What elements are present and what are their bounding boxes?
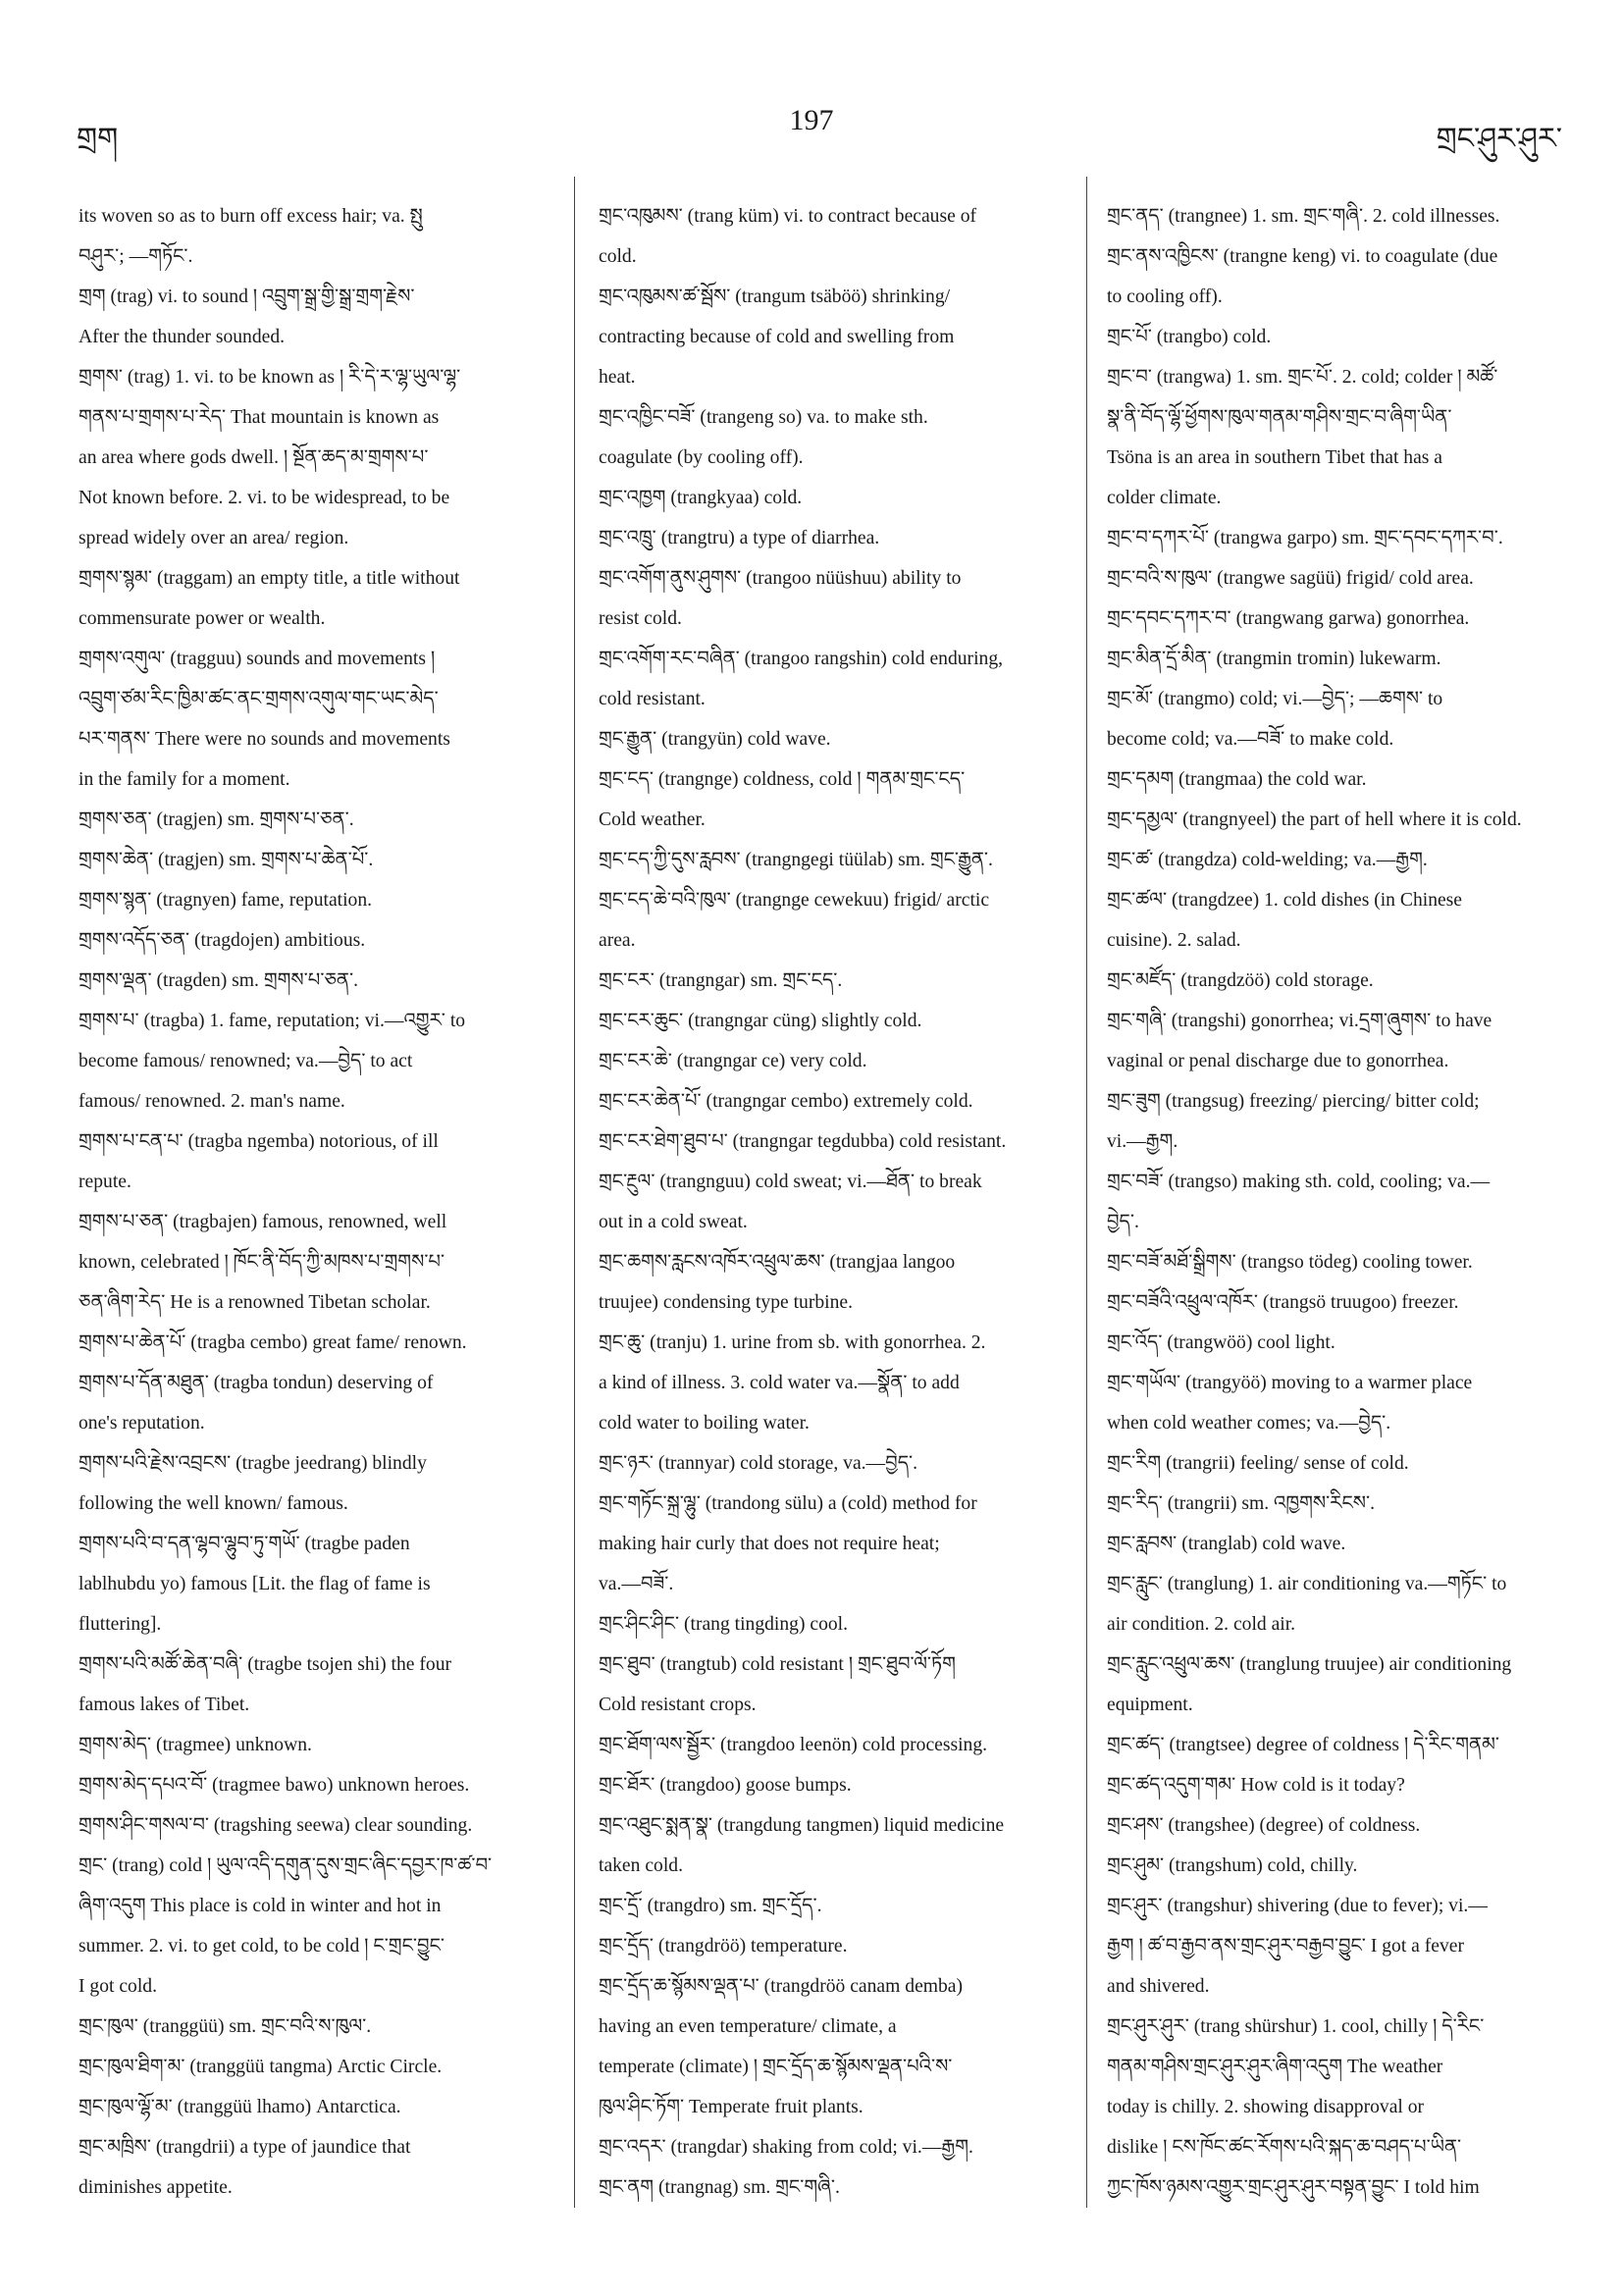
entry-line: གྲང་ནག (trangnag) sm. གྲང་གཞི་. <box>599 2177 840 2198</box>
entry-line: གྲང་ཐོར་ (trangdoo) goose bumps. <box>599 1775 852 1796</box>
dictionary-entry <box>599 478 1070 518</box>
entry-line: གྲང་འཁུམས་ (trang küm) vi. to contract because of <box>599 206 977 227</box>
dictionary-entry <box>79 1805 561 1846</box>
entry-line: Not known before. 2. vi. to be widespread, to be <box>79 488 450 508</box>
entry-line: summer. 2. vi. to get cold, to be cold ། ང་གྲང་བྱུང་ <box>79 1936 445 1957</box>
dictionary-entry <box>1107 800 1586 840</box>
dictionary-entry <box>79 1001 561 1122</box>
entry-line: and shivered. <box>1107 1976 1210 1997</box>
dictionary-entry <box>599 1001 1070 1041</box>
entry-line: གྲང་རིག (trangrii) feeling/ sense of cold. <box>1107 1453 1409 1474</box>
entry-line: གྲགས་པའི་མཚོ་ཆེན་བཞི་ (tragbe tsojen shi) the four <box>79 1654 452 1675</box>
dictionary-entry <box>599 1886 1070 1926</box>
entry-line: its woven so as to burn off excess hair; va. སྤུ <box>79 206 423 227</box>
dictionary-entry <box>79 920 561 961</box>
running-header-left: གྲག <box>77 123 119 155</box>
entry-line: ཅན་ཞིག་རེད་ He is a renowned Tibetan scholar. <box>79 1292 431 1313</box>
dictionary-entry <box>1107 1242 1586 1282</box>
entry-line: གྲང་བ་དཀར་པོ་ (trangwa garpo) sm. གྲང་དབང་དཀར་བ་. <box>1107 528 1503 548</box>
dictionary-entry <box>1107 1443 1586 1484</box>
dictionary-entry <box>79 1202 561 1323</box>
dictionary-entry <box>599 1725 1070 1765</box>
entry-line: གྲང་རླུང་ (tranglung) 1. air conditioning va.—གཏོང་ to <box>1107 1574 1507 1594</box>
dictionary-entry <box>79 2007 561 2047</box>
dictionary-entry <box>599 1966 1070 2127</box>
entry-line: གྲང་རིད་ (trangrii) sm. འཁྱགས་རིངས་. <box>1107 1493 1376 1514</box>
running-header-right: གྲང་ཤུར་ཤུར་ <box>1436 123 1562 155</box>
entry-line: གྲང་ངར་ཆེན་པོ་ (trangngar cembo) extremely cold. <box>599 1091 973 1112</box>
dictionary-entry <box>599 1644 1070 1725</box>
entry-line: གྲང་བ་ (trangwa) 1. sm. གྲང་པོ་. 2. cold; colder ། མཚོ་ <box>1107 367 1498 388</box>
dictionary-entry <box>1107 196 1586 236</box>
dictionary-entry <box>599 1604 1070 1644</box>
entry-line: གྲང་ཤུར་ཤུར་ (trang shürshur) 1. cool, chilly ། དེ་རིང་ <box>1107 2016 1485 2037</box>
dictionary-entry <box>599 2127 1070 2167</box>
dictionary-entry <box>599 277 1070 397</box>
entry-line: famous lakes of Tibet. <box>79 1695 250 1715</box>
dictionary-entry <box>79 1644 561 1725</box>
dictionary-entry <box>79 1323 561 1363</box>
entry-line: cold resistant. <box>599 689 706 709</box>
entry-line: གྲང་དམྱལ་ (trangnyeel) the part of hell where it is cold. <box>1107 809 1522 830</box>
entry-line: གྲང་དབང་དཀར་བ་ (trangwang garwa) gonorrhea. <box>1107 608 1470 629</box>
entry-line: གྲང་མོ་ (trangmo) cold; vi.—བྱེད་; —ཆགས་ to <box>1107 689 1443 709</box>
dictionary-entry <box>599 840 1070 880</box>
entry-line: a kind of illness. 3. cold water va.—སྣོན་ to add <box>599 1373 960 1393</box>
dictionary-entry <box>1107 1484 1586 1524</box>
entry-line: dislike ། ངས་ཁོང་ཚང་རོགས་པའི་སྐད་ཆ་བཤད་པ་ཡིན་ <box>1107 2137 1462 2158</box>
dictionary-entry <box>599 518 1070 558</box>
entry-line: གྲང་ནད་ (trangnee) 1. sm. གྲང་གཞི་. 2. cold illnesses. <box>1107 206 1500 227</box>
dictionary-entry <box>599 2167 1070 2208</box>
entry-line: coagulate (by cooling off). <box>599 447 804 468</box>
entry-line: cuisine). 2. salad. <box>1107 930 1241 951</box>
entry-line: གྲང་པོ་ (trangbo) cold. <box>1107 327 1272 347</box>
dictionary-entry <box>1107 679 1586 759</box>
dictionary-entry <box>599 1323 1070 1443</box>
entry-line: གྲང་མིན་དྲོ་མིན་ (trangmin tromin) lukewarm. <box>1107 649 1441 669</box>
entry-line: གྲང་འཁྱག (trangkyaa) cold. <box>599 488 803 508</box>
entry-line: གྲགས་པ་ཅན་ (tragbajen) famous, renowned, well <box>79 1212 447 1232</box>
entry-line: གྲང་དམག (trangmaa) the cold war. <box>1107 769 1367 790</box>
entry-line: གྲང་ནས་འཁྱིངས་ (trangne keng) vi. to coagulate (due <box>1107 246 1498 267</box>
entry-line: པར་གནས་ There were no sounds and movements <box>79 729 450 750</box>
dictionary-entry <box>1107 1886 1586 2007</box>
dictionary-entry <box>79 1725 561 1765</box>
dictionary-entry <box>79 558 561 639</box>
dictionary-entry <box>599 1122 1070 1162</box>
entry-line: གྲགས་པའི་རྗེས་འབྲངས་ (tragbe jeedrang) blindly <box>79 1453 427 1474</box>
entry-line: གནས་པ་གྲགས་པ་རེད་ That mountain is known as <box>79 407 440 428</box>
entry-line: གྲང་བཟོ་ (trangso) making sth. cold, cooling; va.— <box>1107 1172 1491 1192</box>
entry-line: གྲང་ཁུལ་ཐིག་མ་ (tranggüü tangma) Arctic Circle. <box>79 2057 443 2077</box>
entry-line: གྲང་གཡོལ་ (trangyöö) moving to a warmer place <box>1107 1373 1473 1393</box>
dictionary-entry <box>1107 1725 1586 1805</box>
dictionary-entry <box>599 719 1070 759</box>
entry-line: གྲང་ངད་ཆེ་བའི་ཁུལ་ (trangnge cewekuu) frigid/ arctic <box>599 890 990 911</box>
entry-line: truujee) condensing type turbine. <box>599 1292 853 1313</box>
dictionary-entry <box>599 1443 1070 1484</box>
entry-line: གྲང་འགོག་རང་བཞིན་ (trangoo rangshin) cold enduring, <box>599 649 1004 669</box>
entry-line: གྲང་ངར་ཐེག་ཐུབ་པ་ (trangngar tegdubba) cold resistant. <box>599 1131 1007 1152</box>
entry-line: གྲང་ཚད་འདུག་གམ་ How cold is it today? <box>1107 1775 1405 1796</box>
entry-line: གྲགས་པའི་བ་དན་ལྷབ་ལྷུབ་ཏུ་གཡོ་ (tragbe paden <box>79 1534 410 1554</box>
column-3 <box>1107 196 1586 2208</box>
entry-line: cold water to boiling water. <box>599 1413 810 1434</box>
entry-line: equipment. <box>1107 1695 1193 1715</box>
entry-line: Tsöna is an area in southern Tibet that has a <box>1107 447 1443 468</box>
entry-line: out in a cold sweat. <box>599 1212 748 1232</box>
entry-line: གྲང་དྲོད་ (trangdröö) temperature. <box>599 1936 848 1957</box>
dictionary-entry <box>1107 961 1586 1001</box>
entry-line: གྲང་འཁྱིང་བཟོ་ (trangeng so) va. to make sth. <box>599 407 928 428</box>
entry-line: commensurate power or wealth. <box>79 608 326 629</box>
entry-line: གྲགས་མེད་དཔའ་བོ་ (tragmee bawo) unknown heroes. <box>79 1775 470 1796</box>
column-1 <box>79 196 561 2208</box>
entry-line: གྲང་མཛོད་ (trangdzöö) cold storage. <box>1107 970 1374 991</box>
entry-line: གྲགས་པ་ཆེན་པོ་ (tragba cembo) great fame/ renown. <box>79 1332 467 1353</box>
entry-line: གྲང་དྲོད་ཆ་སྙོམས་ལྡན་པ་ (trangdröö canam demba) <box>599 1976 964 1997</box>
dictionary-entry <box>79 357 561 558</box>
dictionary-entry <box>599 1162 1070 1242</box>
entry-line: when cold weather comes; va.—བྱེད་. <box>1107 1413 1391 1434</box>
entry-line: གྲང་ (trang) cold ། ཡུལ་འདི་དགུན་དུས་གྲང་ཞིང་དབྱར་ཁ་ཚ་བ་ <box>79 1855 493 1876</box>
dictionary-entry <box>599 880 1070 961</box>
entry-line: following the well known/ famous. <box>79 1493 348 1514</box>
entry-line: གྲང་ཐུབ་ (trangtub) cold resistant ། གྲང་ཐུབ་ལོ་ཏོག <box>599 1654 956 1675</box>
entry-line: གྲགས་སྙན་ (tragnyen) fame, reputation. <box>79 890 373 911</box>
entry-line: Cold weather. <box>599 809 706 830</box>
dictionary-entry <box>599 961 1070 1001</box>
entry-line: སྣ་ནི་བོད་ལྷོ་ཕྱོགས་ཁུལ་གནམ་གཤིས་གྲང་བ་ཞིག་ཡིན་ <box>1107 407 1452 428</box>
dictionary-entry <box>1107 1644 1586 1725</box>
entry-line: བཤུར་; —གཏོང་. <box>79 246 193 267</box>
entry-line: vi.—རྒྱག. <box>1107 1131 1178 1152</box>
entry-line: གྲང་བའི་ས་ཁུལ་ (trangwe sagüü) frigid/ cold area. <box>1107 568 1474 589</box>
entry-line: resist cold. <box>599 608 682 629</box>
entry-line: ཞིག་འདུག This place is cold in winter and hot in <box>79 1896 442 1916</box>
page-number: 197 <box>789 104 834 136</box>
entry-line: I got cold. <box>79 1976 157 1997</box>
entry-line: vaginal or penal discharge due to gonorrhea. <box>1107 1051 1449 1071</box>
entry-line: contracting because of cold and swelling from <box>599 327 955 347</box>
entry-line: གྲང་ཤུམ་ (trangshum) cold, chilly. <box>1107 1855 1358 1876</box>
dictionary-entry <box>599 1765 1070 1805</box>
dictionary-entry <box>1107 317 1586 357</box>
dictionary-entry <box>79 1443 561 1524</box>
dictionary-entry <box>1107 357 1586 518</box>
dictionary-entry <box>79 1524 561 1644</box>
dictionary-entry <box>79 277 561 357</box>
dictionary-entry <box>1107 639 1586 679</box>
entry-line: གྲང་ཤུར་ (trangshur) shivering (due to fever); vi.— <box>1107 1896 1488 1916</box>
entry-line: གྲང་ཟུག (trangsug) freezing/ piercing/ bitter cold; <box>1107 1091 1480 1112</box>
entry-line: རྒྱག ། ཚ་བ་རྒྱབ་ནས་གྲང་ཤུར་བརྒྱབ་བྱུང་ I got a fever <box>1107 1936 1465 1957</box>
entry-line: in the family for a moment. <box>79 769 290 790</box>
entry-line: famous/ renowned. 2. man's name. <box>79 1091 345 1112</box>
entry-line: གྲང་ངད་ (trangnge) coldness, cold ། གནམ་གྲང་ངད་ <box>599 769 966 790</box>
dictionary-entry <box>79 880 561 920</box>
dictionary-entry <box>599 1484 1070 1604</box>
column-divider <box>1086 177 1087 2208</box>
dictionary-entry <box>1107 1363 1586 1443</box>
entry-line: to cooling off). <box>1107 287 1223 307</box>
entry-line: གྲགས་པ་དོན་མཐུན་ (tragba tondun) deserving of <box>79 1373 434 1393</box>
entry-line: heat. <box>599 367 636 388</box>
entry-line: གྲང་འདར་ (trangdar) shaking from cold; vi.—རྒྱག. <box>599 2137 973 2158</box>
dictionary-entry <box>599 558 1070 639</box>
entry-line: become cold; va.—བཟོ་ to make cold. <box>1107 729 1394 750</box>
entry-line: གྲང་ཚད་ (trangtsee) degree of coldness ། དེ་རིང་གནམ་ <box>1107 1735 1499 1755</box>
entry-line: After the thunder sounded. <box>79 327 286 347</box>
entry-line: གྲགས་ཅན་ (tragjen) sm. གྲགས་པ་ཅན་. <box>79 809 354 830</box>
entry-line: Cold resistant crops. <box>599 1695 757 1715</box>
entry-line: cold. <box>599 246 637 267</box>
entry-line: having an even temperature/ climate, a <box>599 2016 897 2037</box>
entry-line: གྲགས་ཆེན་ (tragjen) sm. གྲགས་པ་ཆེན་པོ་. <box>79 850 374 870</box>
entry-line: an area where gods dwell. ། སྔོན་ཆད་མ་གྲགས་པ་ <box>79 447 429 468</box>
entry-line: གྲང་ཚ་ (trangdza) cold-welding; va.—རྒྱག. <box>1107 850 1428 870</box>
dictionary-entry <box>1107 236 1586 317</box>
entry-line: གྲང་ཤས་ (trangshee) (degree) of coldness. <box>1107 1815 1421 1836</box>
entry-line: གྲང་གཏོང་སྐྲ་ལྷུ་ (trandong sülu) a (cold) method for <box>599 1493 977 1514</box>
entry-line: གྲགས་ལྡན་ (tragden) sm. གྲགས་པ་ཅན་. <box>79 970 358 991</box>
dictionary-entry <box>79 2087 561 2127</box>
entry-line: གྲང་རླུང་འཕྲུལ་ཆས་ (tranglung truujee) air conditioning <box>1107 1654 1512 1675</box>
entry-line: གྲག (trag) vi. to sound ། འབྲུག་སྒྲ་གྱི་སྒྲ་གྲག་རྗེས་ <box>79 287 415 307</box>
entry-line: today is chilly. 2. showing disapproval or <box>1107 2097 1425 2117</box>
dictionary-entry <box>599 397 1070 478</box>
entry-line: གྲང་ཁུལ་ (tranggüü) sm. གྲང་བའི་ས་ཁུལ་. <box>79 2016 372 2037</box>
entry-line: area. <box>599 930 636 951</box>
entry-line: གྲང་ཁུལ་ལྷོ་མ་ (tranggüü lhamo) Antarctica. <box>79 2097 401 2117</box>
column-divider <box>574 177 575 2208</box>
dictionary-entry <box>79 1765 561 1805</box>
entry-line: temperate (climate) ། གྲང་དྲོད་ཆ་སྙོམས་ལྡན་པའི་ས་ <box>599 2057 953 2077</box>
entry-line: repute. <box>79 1172 131 1192</box>
dictionary-entry <box>79 2047 561 2087</box>
dictionary-entry <box>1107 1323 1586 1363</box>
dictionary-entry <box>1107 1524 1586 1564</box>
entry-line: གྲགས་མེད་ (tragmee) unknown. <box>79 1735 312 1755</box>
dictionary-entry <box>1107 558 1586 599</box>
dictionary-entry <box>599 639 1070 719</box>
dictionary-entry <box>79 840 561 880</box>
dictionary-entry <box>1107 1001 1586 1081</box>
dictionary-entry <box>1107 599 1586 639</box>
entry-line: བྱེད་. <box>1107 1212 1139 1232</box>
entry-line: གྲང་འཁྲུ་ (trangtru) a type of diarrhea. <box>599 528 880 548</box>
entry-line: lablhubdu yo) famous [Lit. the flag of fame is <box>79 1574 431 1594</box>
entry-line: གྲགས་འགུལ་ (tragguu) sounds and movements ། <box>79 649 436 669</box>
dictionary-entry <box>1107 759 1586 800</box>
entry-line: གྲགས་ (trag) 1. vi. to be known as ། རི་དེ་ར་ལྷ་ཡུལ་ལྷ་ <box>79 367 461 388</box>
entry-line: གྲང་རྔུལ་ (trangnguu) cold sweat; vi.—ཐོན་ to break <box>599 1172 982 1192</box>
entry-line: གྲང་ངར་ཆེ་ (trangngar ce) very cold. <box>599 1051 867 1071</box>
entry-line: known, celebrated ། ཁོང་ནི་བོད་ཀྱི་མཁས་པ་གྲགས་པ་ <box>79 1252 445 1273</box>
dictionary-entry <box>1107 2007 1586 2208</box>
entry-line: གྲང་འཁུམས་ཚ་སྦོས་ (trangum tsäböö) shrinking/ <box>599 287 951 307</box>
dictionary-entry <box>599 1805 1070 1886</box>
entry-line: fluttering]. <box>79 1614 162 1635</box>
entry-line: air condition. 2. cold air. <box>1107 1614 1296 1635</box>
entry-line: གྲགས་པ་ངན་པ་ (tragba ngemba) notorious, of ill <box>79 1131 439 1152</box>
entry-line: གྲགས་ཤིང་གསལ་བ་ (tragshing seewa) clear sounding. <box>79 1815 473 1836</box>
entry-line: གྲང་ཤིང་ཤིང་ (trang tingding) cool. <box>599 1614 849 1635</box>
dictionary-entry <box>79 1846 561 2007</box>
dictionary-entry <box>1107 518 1586 558</box>
entry-line: གྲགས་པ་ (tragba) 1. fame, reputation; vi.—འགྱུར་ to <box>79 1011 466 1031</box>
dictionary-entry <box>1107 1805 1586 1846</box>
entry-line: གྲང་ཐོག་ལས་སྦྱོར་ (trangdoo leenön) cold processing. <box>599 1735 988 1755</box>
entry-line: གྲང་འཐུང་སྨན་སྣ་ (trangdung tangmen) liquid medicine <box>599 1815 1005 1836</box>
entry-line: making hair curly that does not require heat; <box>599 1534 940 1554</box>
entry-line: གནམ་གཤིས་གྲང་ཤུར་ཤུར་ཞིག་འདུག The weather <box>1107 2057 1443 2077</box>
entry-line: colder climate. <box>1107 488 1222 508</box>
dictionary-entry <box>79 961 561 1001</box>
column-2 <box>599 196 1070 2208</box>
entry-line: འབྲུག་ཙམ་རིང་ཁྱིམ་ཚང་ནང་གྲགས་འགུལ་གང་ཡང་མེད་ <box>79 689 439 709</box>
entry-line: གྲང་ངར་ཆུང་ (trangngar cüng) slightly cold. <box>599 1011 922 1031</box>
entry-line: གྲང་འགོག་ནུས་ཤུགས་ (trangoo nüüshuu) ability to <box>599 568 962 589</box>
dictionary-entry <box>1107 880 1586 961</box>
dictionary-entry <box>1107 840 1586 880</box>
dictionary-entry <box>79 2127 561 2208</box>
entry-line: become famous/ renowned; va.—བྱེད་ to act <box>79 1051 413 1071</box>
entry-line: གྲང་དྲོ་ (trangdro) sm. གྲང་དྲོད་. <box>599 1896 822 1916</box>
dictionary-entry <box>599 759 1070 840</box>
dictionary-entry <box>79 1363 561 1443</box>
dictionary-entry <box>599 1926 1070 1966</box>
entry-line: གྲང་ཚལ་ (trangdzee) 1. cold dishes (in Chinese <box>1107 890 1463 911</box>
entry-line: གྲང་གཞི་ (trangshi) gonorrhea; vi.དྲག་ཞུགས་ to have <box>1107 1011 1492 1031</box>
dictionary-entry <box>79 800 561 840</box>
dictionary-entry <box>1107 1846 1586 1886</box>
entry-line: one's reputation. <box>79 1413 205 1434</box>
entry-line: གྲང་འོད་ (trangwöö) cool light. <box>1107 1332 1335 1353</box>
dictionary-entry <box>79 196 561 277</box>
dictionary-entry <box>599 196 1070 277</box>
entry-line: diminishes appetite. <box>79 2177 233 2198</box>
entry-line: གྲགས་འདོད་ཅན་ (tragdojen) ambitious. <box>79 930 366 951</box>
entry-line: spread widely over an area/ region. <box>79 528 349 548</box>
entry-line: va.—བཟོ་. <box>599 1574 674 1594</box>
entry-line: གྲང་ངར་ (trangngar) sm. གྲང་ངད་. <box>599 970 843 991</box>
dictionary-entry <box>1107 1162 1586 1242</box>
entry-line: གྲང་ཆགས་རླངས་འཁོར་འཕྲུལ་ཆས་ (trangjaa langoo <box>599 1252 956 1273</box>
dictionary-entry <box>599 1041 1070 1081</box>
entry-line: གྲང་མཁྲིས་ (trangdrii) a type of jaundice that <box>79 2137 411 2158</box>
dictionary-entry <box>1107 1282 1586 1323</box>
dictionary-entry <box>599 1081 1070 1122</box>
entry-line: ཁུལ་ཤིང་ཏོག་ Temperate fruit plants. <box>599 2097 864 2117</box>
entry-line: taken cold. <box>599 1855 683 1876</box>
entry-line: གྲང་བཟོའི་འཕྲུལ་འཁོར་ (trangsö truugoo) freezer. <box>1107 1292 1459 1313</box>
entry-line: གྲང་རྒྱུན་ (trangyün) cold wave. <box>599 729 831 750</box>
entry-line: ཀྱང་ཁོས་ཉམས་འགྱུར་གྲང་ཤུར་ཤུར་བསྟན་བྱུང་ I told him <box>1107 2177 1480 2198</box>
entry-line: གྲང་ངད་ཀྱི་དུས་རླབས་ (trangngegi tüülab) sm. གྲང་རྒྱུན་. <box>599 850 993 870</box>
entry-line: གྲང་བཟོ་མཐོ་སྒྲིགས་ (trangso tödeg) cooling tower. <box>1107 1252 1473 1273</box>
dictionary-entry <box>599 1242 1070 1323</box>
dictionary-entry <box>79 639 561 800</box>
entry-line: གྲང་ཆུ་ (tranju) 1. urine from sb. with gonorrhea. 2. <box>599 1332 986 1353</box>
entry-line: གྲང་ཉར་ (trannyar) cold storage, va.—བྱེད་. <box>599 1453 918 1474</box>
entry-line: གྲགས་སྙམ་ (traggam) an empty title, a title without <box>79 568 460 589</box>
dictionary-entry <box>1107 1081 1586 1162</box>
dictionary-entry <box>1107 1564 1586 1644</box>
entry-line: གྲང་རླབས་ (tranglab) cold wave. <box>1107 1534 1346 1554</box>
dictionary-entry <box>79 1122 561 1202</box>
